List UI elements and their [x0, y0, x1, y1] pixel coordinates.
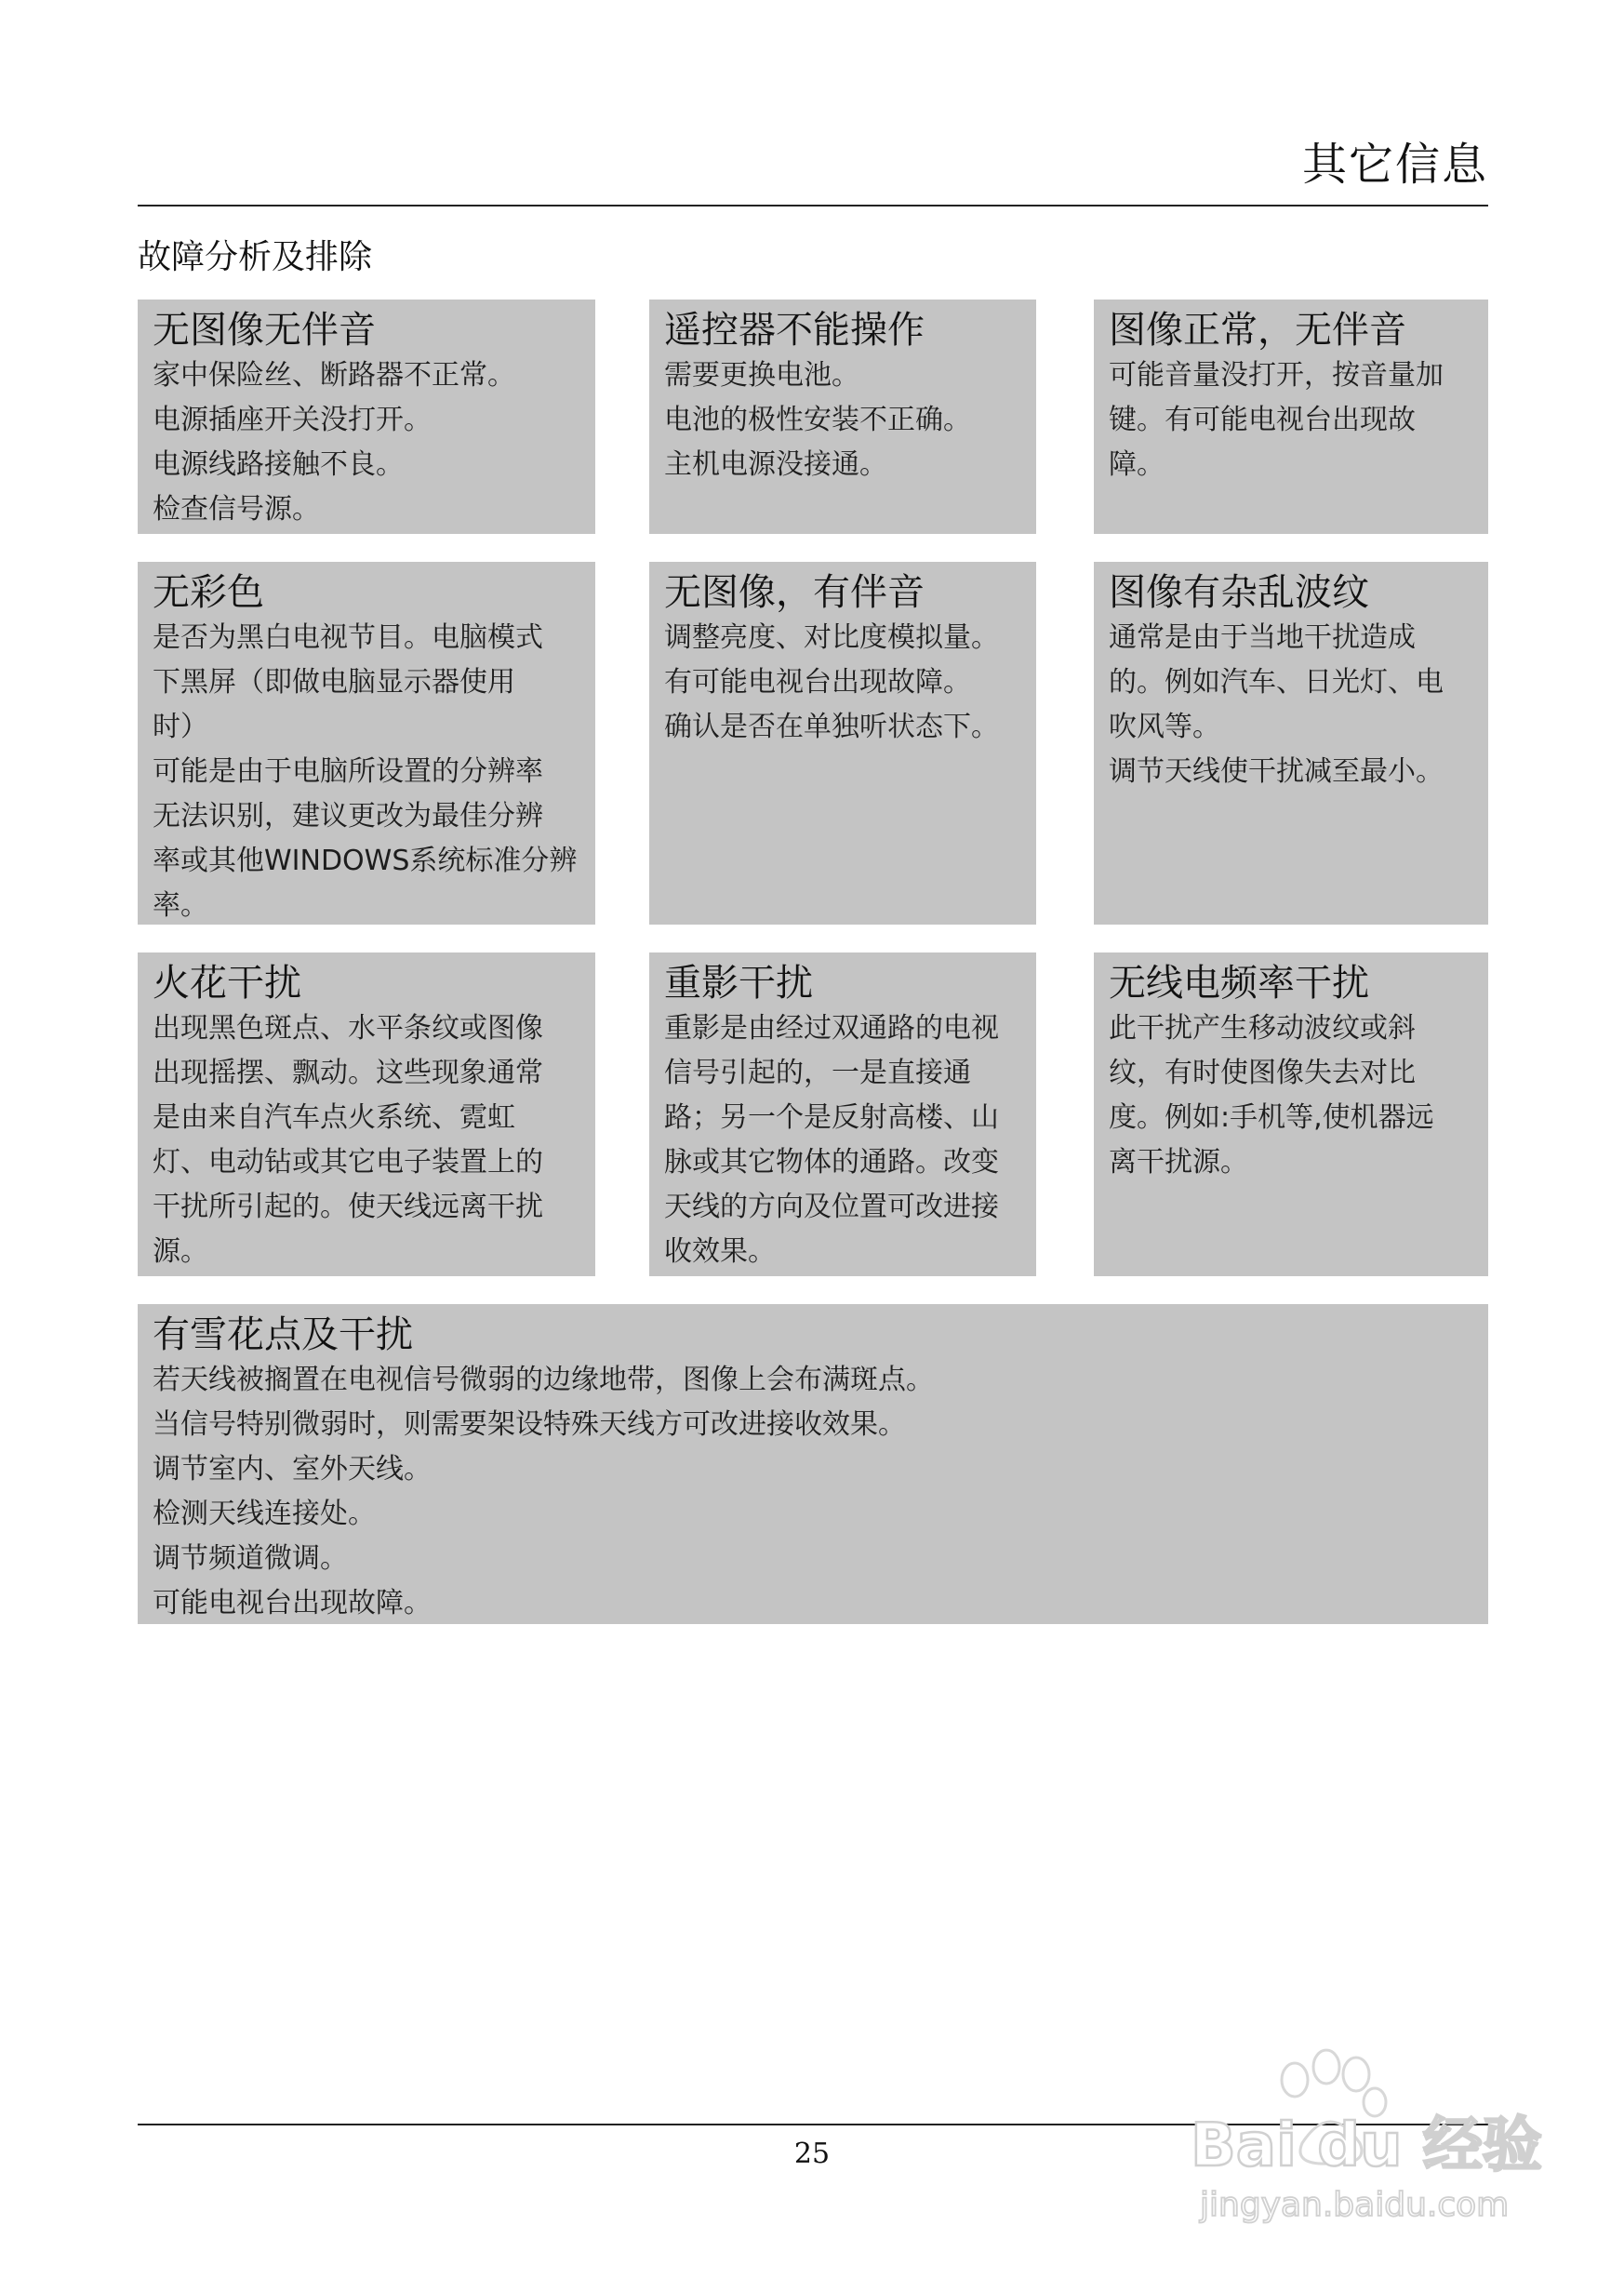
box-line: 检查信号源。 — [153, 493, 320, 526]
box-body — [153, 1006, 582, 1274]
box-line: 确认是否在单独听状态下。 — [664, 711, 999, 743]
box-line: 障。 — [1109, 448, 1165, 481]
box-body — [664, 616, 1023, 750]
box-line: 灯、电动钻或其它电子装置上的 — [153, 1146, 543, 1179]
box-body — [153, 616, 582, 928]
box-body — [153, 353, 582, 532]
box-line: 路；另一个是反射高楼、山 — [664, 1101, 999, 1134]
box-body — [1109, 616, 1475, 794]
troubleshooting-box — [138, 300, 595, 534]
box-line: 键。有可能电视台出现故 — [1109, 404, 1416, 436]
box-line: 率。 — [153, 889, 208, 922]
box-line: 通常是由于当地干扰造成 — [1109, 621, 1416, 654]
box-line: 有可能电视台出现故障。 — [664, 666, 971, 699]
box-title: 图像有杂乱波纹 — [1109, 571, 1369, 614]
box-line: 出现黑色斑点、水平条纹或图像 — [153, 1012, 543, 1045]
box-line: 时） — [153, 711, 208, 743]
box-line: 电池的极性安装不正确。 — [664, 404, 971, 436]
box-line: 下黑屏（即做电脑显示器使用 — [153, 666, 515, 699]
watermark-brand: Bai du 经验 — [1191, 2111, 1542, 2180]
box-title: 有雪花点及干扰 — [153, 1313, 413, 1356]
box-line: 天线的方向及位置可改进接 — [664, 1191, 999, 1223]
troubleshooting-box — [138, 1304, 1488, 1624]
troubleshooting-box — [649, 300, 1036, 534]
box-line: 干扰所引起的。使天线远离干扰 — [153, 1191, 543, 1223]
box-line: 率或其他WINDOWS系统标准分辨 — [153, 845, 578, 877]
troubleshooting-box — [138, 562, 595, 925]
section-title: 故障分析及排除 — [138, 238, 373, 276]
box-title: 火花干扰 — [153, 962, 301, 1005]
box-title: 图像正常，无伴音 — [1109, 309, 1406, 352]
box-line: 是由来自汽车点火系统、霓虹 — [153, 1101, 515, 1134]
box-line: 无法识别，建议更改为最佳分辨 — [153, 800, 543, 833]
page-number: 25 — [793, 2138, 831, 2170]
box-line: 家中保险丝、断路器不正常。 — [153, 359, 515, 392]
box-line: 源。 — [153, 1235, 208, 1268]
box-line: 调节室内、室外天线。 — [153, 1453, 432, 1485]
box-body — [1109, 1006, 1475, 1185]
troubleshooting-box — [649, 562, 1036, 925]
box-line: 调整亮度、对比度模拟量。 — [664, 621, 999, 654]
box-line: 主机电源没接通。 — [664, 448, 887, 481]
box-line: 可能音量没打开，按音量加 — [1109, 359, 1444, 392]
box-line: 度。例如:手机等,使机器远 — [1109, 1101, 1434, 1134]
box-body — [1109, 353, 1475, 487]
box-body — [664, 1006, 1023, 1274]
box-title: 无彩色 — [153, 571, 264, 614]
box-title: 无线电频率干扰 — [1109, 962, 1369, 1005]
box-line: 脉或其它物体的通路。改变 — [664, 1146, 999, 1179]
box-line: 的。例如汽车、日光灯、电 — [1109, 666, 1444, 699]
box-line: 当信号特别微弱时，则需要架设特殊天线方可改进接收效果。 — [153, 1408, 906, 1441]
page-header-title: 其它信息 — [1301, 139, 1488, 191]
troubleshooting-box — [138, 952, 595, 1276]
box-line: 可能电视台出现故障。 — [153, 1587, 432, 1619]
box-title: 遥控器不能操作 — [664, 309, 925, 352]
box-line: 重影是由经过双通路的电视 — [664, 1012, 999, 1045]
box-line: 若天线被搁置在电视信号微弱的边缘地带，图像上会布满斑点。 — [153, 1364, 934, 1396]
box-line: 是否为黑白电视节目。电脑模式 — [153, 621, 543, 654]
box-line: 需要更换电池。 — [664, 359, 859, 392]
box-title: 无图像，有伴音 — [664, 571, 925, 614]
box-title: 重影干扰 — [664, 962, 813, 1005]
box-line: 电源线路接触不良。 — [153, 448, 404, 481]
box-line: 检测天线连接处。 — [153, 1498, 376, 1530]
box-line: 可能是由于电脑所设置的分辨率 — [153, 755, 543, 788]
box-line: 吹风等。 — [1109, 711, 1220, 743]
box-line: 出现摇摆、飘动。这些现象通常 — [153, 1057, 543, 1089]
header-divider — [138, 205, 1488, 206]
box-title: 无图像无伴音 — [153, 309, 376, 352]
baidu-jingyan-watermark — [1153, 2043, 1553, 2229]
box-line: 离干扰源。 — [1109, 1146, 1248, 1179]
troubleshooting-box — [1094, 300, 1488, 534]
box-line: 此干扰产生移动波纹或斜 — [1109, 1012, 1416, 1045]
troubleshooting-box — [649, 952, 1036, 1276]
box-line: 收效果。 — [664, 1235, 776, 1268]
troubleshooting-box — [1094, 952, 1488, 1276]
troubleshooting-box — [1094, 562, 1488, 925]
box-body — [664, 353, 1023, 487]
box-line: 电源插座开关没打开。 — [153, 404, 432, 436]
box-line: 调节天线使干扰减至最小。 — [1109, 755, 1444, 788]
box-body — [153, 1358, 1475, 1626]
box-line: 调节频道微调。 — [153, 1542, 348, 1575]
box-line: 信号引起的，一是直接通 — [664, 1057, 971, 1089]
box-line: 纹，有时使图像失去对比 — [1109, 1057, 1416, 1089]
watermark-url: jingyan.baidu.com — [1200, 2186, 1510, 2224]
